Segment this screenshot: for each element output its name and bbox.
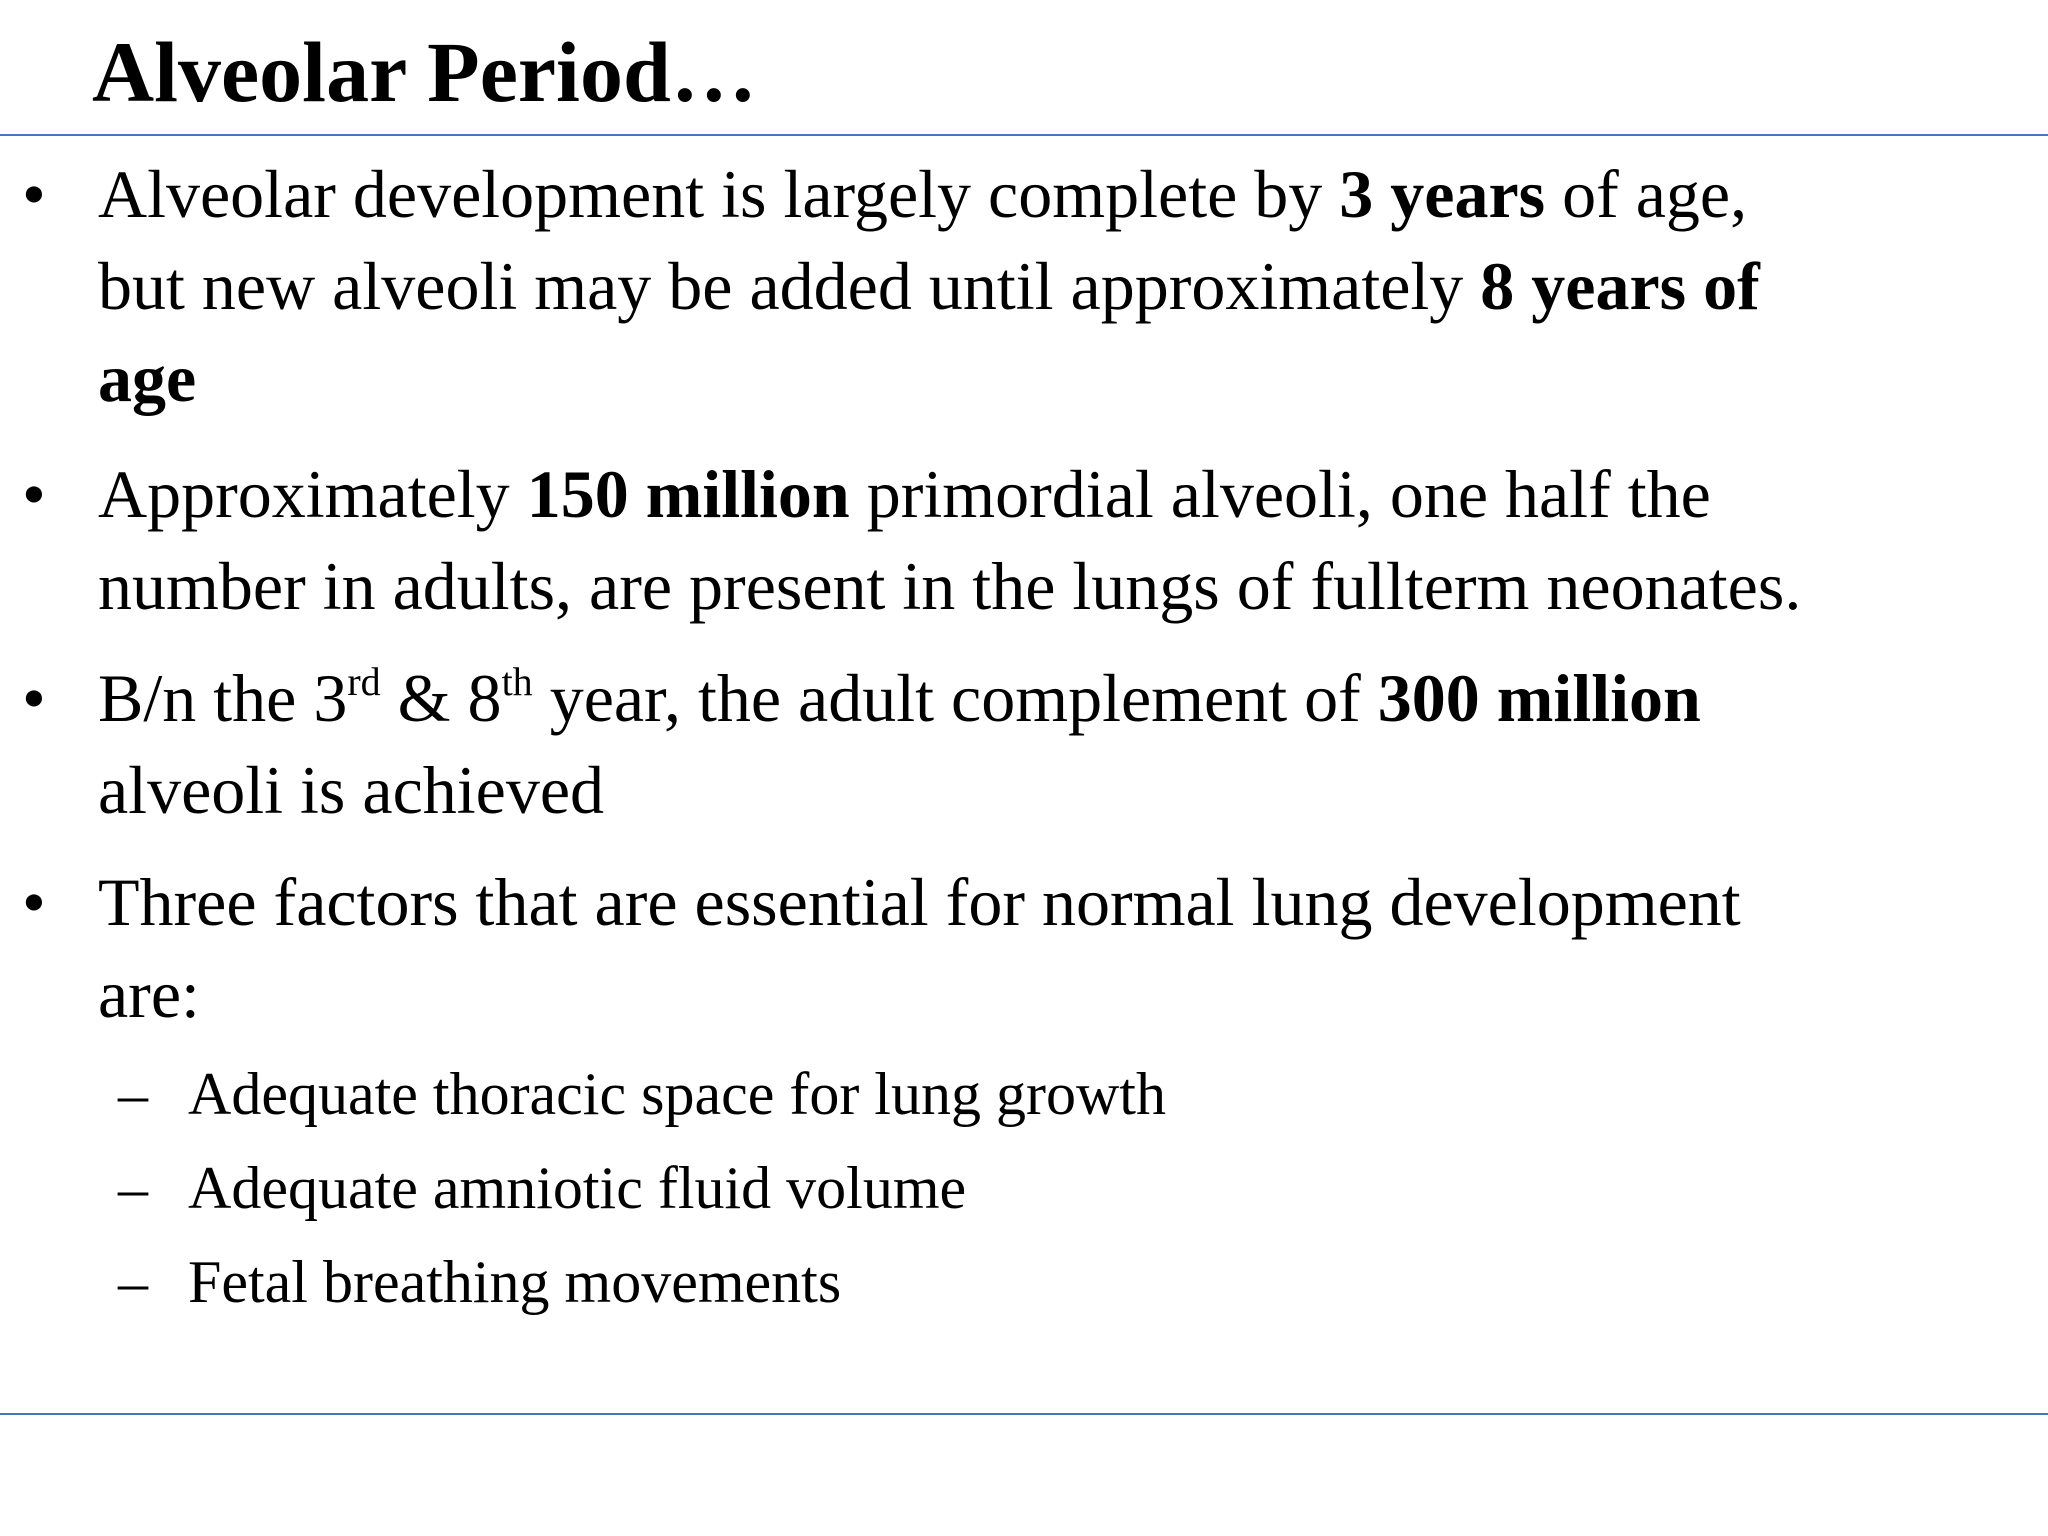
text-run: B/n the 3 (98, 660, 348, 736)
top-divider (0, 134, 2048, 136)
emphasis-300-million: 300 million (1377, 660, 1701, 736)
text-run: & 8 (380, 660, 502, 736)
sub-bullet-text: Fetal breathing movements (188, 1249, 842, 1315)
bullet-line (98, 332, 196, 424)
text-run: number in adults, are present in the lungs of fullterm neonates. (98, 548, 1802, 624)
emphasis-8-years: 8 years of (1480, 248, 1760, 324)
emphasis-3-years: 3 years (1339, 156, 1546, 232)
slide-title: Alveolar Period… (92, 24, 757, 120)
bullet-marker: • (22, 456, 46, 532)
text-run: primordial alveoli, one half the (849, 456, 1711, 532)
superscript-rd: rd (347, 659, 381, 704)
bullet-line (98, 948, 200, 1040)
bullet-line (98, 540, 1801, 632)
emphasis-150-million: 150 million (526, 456, 850, 532)
bottom-divider (0, 1413, 2048, 1415)
bullet-line (98, 652, 1701, 754)
bullet-line (98, 148, 1747, 240)
bullet-marker: • (22, 156, 46, 232)
sub-bullet-text: Adequate amniotic fluid volume (188, 1155, 967, 1221)
text-run: alveoli is achieved (98, 752, 605, 828)
text-run: year, the adult complement of (532, 660, 1378, 736)
bullet-line (98, 856, 1741, 948)
text-run: Three factors that are essential for normal lung development (98, 864, 1741, 940)
bullet-line (98, 240, 1760, 332)
text-run: Approximately (98, 456, 527, 532)
text-run: of age, (1545, 156, 1748, 232)
dash-marker: – (118, 1249, 148, 1315)
emphasis-age: age (98, 340, 197, 416)
text-run: are: (98, 956, 200, 1032)
dash-marker: – (118, 1155, 148, 1221)
text-run: Alveolar development is largely complete by (98, 156, 1340, 232)
text-run: but new alveoli may be added until approximately (98, 248, 1481, 324)
dash-marker: – (118, 1061, 148, 1127)
sub-bullet-text: Adequate thoracic space for lung growth (188, 1061, 1166, 1127)
bullet-line (98, 744, 604, 836)
superscript-th: th (501, 659, 533, 704)
bullet-marker: • (22, 864, 46, 940)
bullet-marker: • (22, 660, 46, 736)
bullet-line (98, 448, 1711, 540)
